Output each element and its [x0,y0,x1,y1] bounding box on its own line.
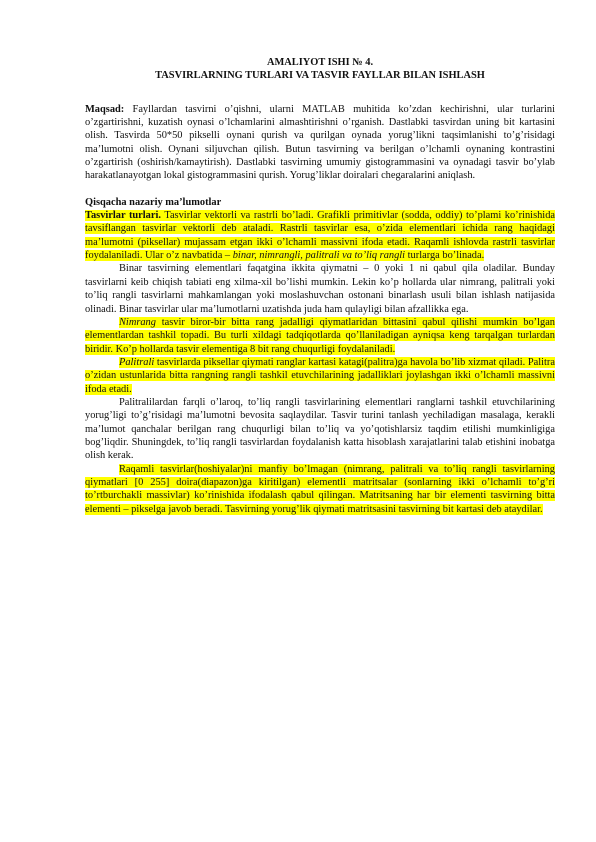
spacer [85,183,555,196]
aim-label: Maqsad: [85,103,125,115]
palette-italic: Palitrali [119,356,155,368]
image-types-paragraph [85,209,555,262]
image-types-italic: binar, nimrangli, palitrali va to’liq rangli [232,250,406,262]
matrix-paragraph [85,463,555,516]
theory-heading: Qisqacha nazariy ma’lumotlar [85,196,222,208]
image-types-lead: Tasvirlar turlari. [85,210,161,222]
highlight [85,357,555,395]
document-page [85,56,555,516]
aim-paragraph [85,103,555,183]
highlight: Raqamli tasvirlar(hoshiyalar)ni manfiy bo’lmagan (nimrang, palitrali va to’liq rangli tasvirlarning qiymatlari [0 255] doira(diapazon)ga kiritilgan) elementli matritsalar (sonlarning ikki o’lchamli to’g’ri to’rtburchakli massivlar) ko’rinishida ifodalash qabul qilingan. Matritsaning har bir elementi tasvirning bitta elementi – pikselga javob beradi. Tasvirning yorug’lik qiymati matritsasini tasvirning bit kartasi deb ataydilar. [85,463,555,515]
document-subtitle: TASVIRLARNING TURLARI VA TASVIR FAYLLAR BILAN ISHLASH [155,70,485,82]
grayscale-paragraph [85,316,555,356]
aim-text: Fayllardan tasvirni o’qishni, ularni MATLAB muhitida ko’zdan kechirishni, ular turlarini o’zgartirishni, kuzatish oynasi o’lchamlarini almashtirishni o’rganish. Dastlabki tasvirdan uning bit kartasini olish. Tasvirda 50*50 pikselli oynani qurish va qurilgan oynada yorug’likni taqsimlanishi to’g’risidagi ma’lumotni olish. Oynani siljuvchan qilish. Butun tasvirning va berilgan o’lchamli oynaning kontrastini o’zgartirish (oshirish/kamaytirish). Dastlabki tasvirning umumiy gistogrammasini va oynadagi tasvir bo’ylab harakatlanayotgan lokal gistogrammasini qurish. Yorug’liklar doiralari chegaralarini aniqlash. [85,103,555,182]
palette-paragraph [85,356,555,396]
grayscale-italic: Nimrang [119,316,156,328]
highlight [85,210,555,261]
binary-paragraph: Binar tasvirning elementlari faqatgina ikkita qiymatni – 0 yoki 1 ni qabul qila oladilar. Bunday tasvirlarni keib chiqish tabiati eng xilma-xil bo’lishi mumkin. Lekin ko’p hollarda ular nimrang, palitrali yoki to’liq rangli tasvirlarni mahkamlangan yoki moslashuvchan ostonani binarlash usuli bilan ishlash natijasida olinadi. Binar tasvirlar ular ma’lumotlarni uzatishda juda ham qulayligi bilan afzallikka ega. [85,263,555,315]
image-types-text: Tasvirlar vektorli va rastrli bo’ladi. Grafikli primitivlar (sodda, oddiy) to’plami ko’rinishida tavsiflangan tasvirlar vektorli deb ataladi. Rastrli tasvirlar esa, o’zida elementlari ichida rang haqidagi ma’lumotni (piksellar) mujassam etgan ikki o’lchamli massivni ifoda etadi. Raqamli ishlovda rastrli tasvirlar foydalaniladi. Ular o’z navbatida – [85,210,556,262]
image-types-end: turlarga bo’linada. [405,250,485,262]
document-title: AMALIYOT ISHI № 4. [266,57,374,68]
grayscale-text: tasvir biror-bir bitta rang jadalligi qiymatlaridan bittasini qabul qilishi mumkin bo’lgan elementlardan tashkil topadi. Bu turli xildagi tadqiqotlarda qo’llaniladigan ayniqsa keng tarqalgan turlardan biridir. Ko’p hollarda tasvir elementiga 8 bit rang chuqurligi foydalaniladi. [85,316,555,355]
highlight [85,317,555,355]
palette-text: tasvirlarda piksellar qiymati ranglar kartasi katagi(palitra)ga havola bo’lib xizmat qiladi. Palitra o’zidan ustunlarida bitta rangning rangli tashkil etuvchilarining jadalliklari joylashgan ikki o’lchamli massivni ifoda etadi. [85,356,555,395]
fullcolor-paragraph: Palitralilardan farqli o’laroq, to’liq rangli tasvirlarining elementlari ranglarni tashkil etuvchilarining yorug’ligi to’g’risidagi ma’lumotni bevosita saqlaydilar. Tasvir turini tanlash yechiladigan masalaga, kerakli ma’lumot qanchalar berilgan rang chuqurligi bilan to’liq va yo’qotishlarsiz taqdim etilishi mumkinligiga bog’liqdir. Shuningdek, to’liq rangli tasvirlardan foydalanish katta hisoblash xarajatlarini talab etishini inobatga olish kerak. [85,396,555,462]
